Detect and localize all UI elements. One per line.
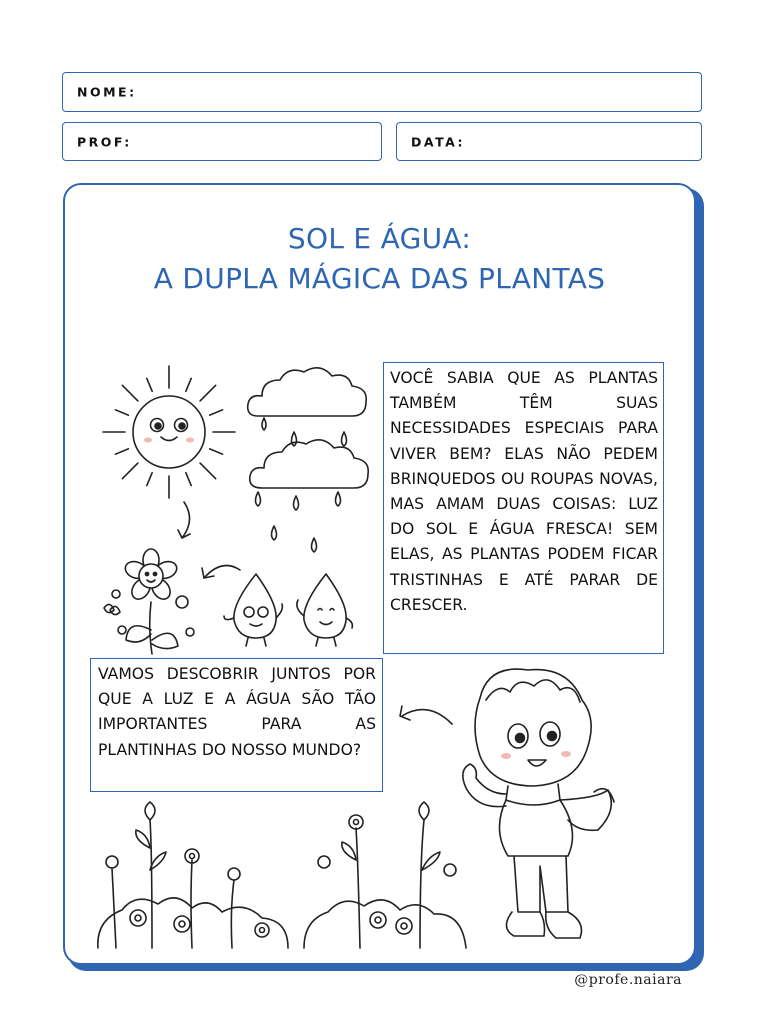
name-field[interactable] <box>62 72 702 112</box>
smiling-flower-icon <box>96 550 206 660</box>
arrow-down-icon <box>172 498 202 548</box>
teacher-label: PROF: <box>77 134 132 149</box>
waving-boy-icon <box>448 660 624 956</box>
teacher-field[interactable] <box>62 122 382 161</box>
flower-bush-icon <box>92 800 292 950</box>
intro-text-box: VOCÊ SABIA QUE AS PLANTAS TAMBÉM TÊM SUAS NECESSIDADES ESPECIAIS PARA VIVER BEM? ELAS NÃO PEDEM BRINQUEDOS OU ROUPAS NOVAS, MAS AMAM DUAS COISAS: LUZ DO SOL E ÁGUA FRESCA! SEM ELAS, AS PLANTAS PODEM FICAR TRISTINHAS E ATÉ PARAR DE CRESCER. <box>383 362 664 654</box>
date-field[interactable] <box>396 122 702 161</box>
water-drops-characters-icon <box>218 570 358 650</box>
title-line-2: A DUPLA MÁGICA DAS PLANTAS <box>153 262 606 295</box>
flower-bush-icon <box>300 800 470 950</box>
smiling-sun-icon <box>95 360 245 500</box>
name-label: NOME: <box>77 84 137 100</box>
author-credit: @profe.naiara <box>574 972 682 988</box>
title-line-1: SOL E ÁGUA: <box>287 222 472 255</box>
date-label: DATA: <box>411 134 466 149</box>
question-text-box: VAMOS DESCOBRIR JUNTOS POR QUE A LUZ E A ÁGUA SÃO TÃO IMPORTANTES PARA AS PLANTINHAS DO NOSSO MUNDO? <box>90 658 383 792</box>
rain-cloud-icon <box>240 358 380 568</box>
